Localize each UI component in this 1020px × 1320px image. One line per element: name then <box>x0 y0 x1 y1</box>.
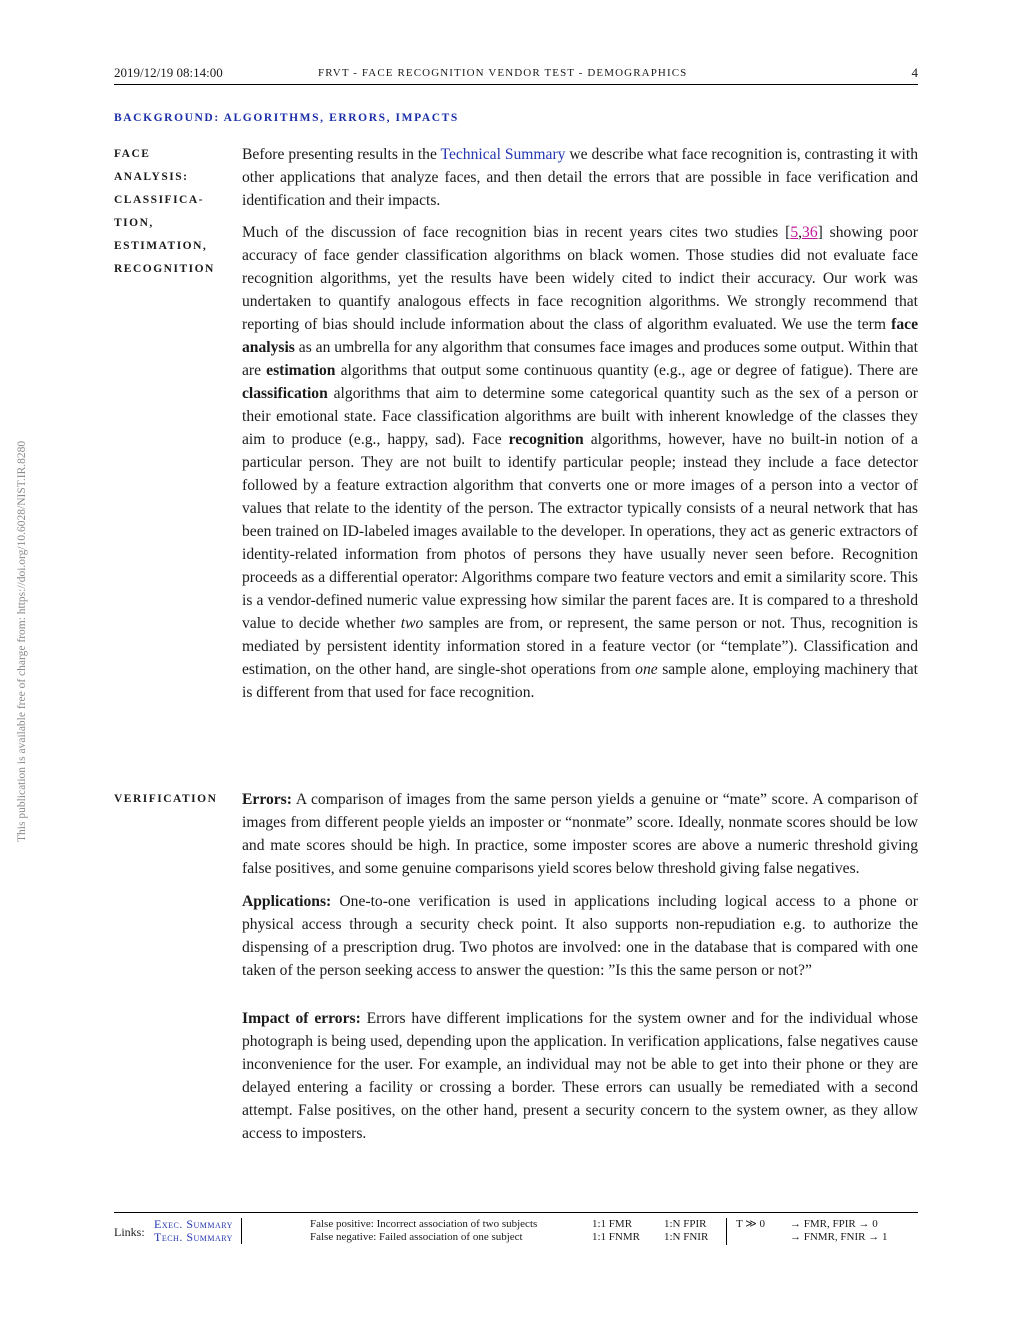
margin-label-line: FACE <box>114 148 151 160</box>
technical-summary-link[interactable]: Technical Summary <box>440 146 566 163</box>
limit-notes: → FMR, FPIR → 0 → FNMR, FNIR → 1 <box>790 1218 888 1243</box>
page-number: 4 <box>911 65 918 80</box>
false-positive-row: False positive: Incorrect association of two subjects 1:1 FMR 1:N FPIR <box>310 1218 707 1230</box>
footer-divider <box>726 1218 727 1245</box>
verification-body <box>242 788 918 1154</box>
verification-margin-label <box>114 788 234 811</box>
error-definitions <box>310 1218 730 1244</box>
face-analysis-paragraph: Much of the discussion of face recognition bias in recent years cites two studies [5,36] showing poor accuracy of face gender classification algorithms on black women. Those studies did not evaluate face recognition algorithms, yet the results have been widely cited to indict their accuracy. Our work was undertaken to quantify analogous effects in face recognition algorithms. We strongly recommend that reporting of bias should include information about the class of algorithm evaluated. We use the term face analysis as an umbrella for any algorithm that consumes face images and produces some output. Within that are estimation algorithms that output some continuous quantity (e.g., age or degree of fatigue). There are classification algorithms that aim to determine some categorical quantity such as the sex of a person or their emotional state. Face classification algorithms are built with inherent knowledge of the classes they aim to produce (e.g., happy, sad). Face recognition algorithms, however, have no built-in notion of a particular person. They are not built to identify particular people; instead they include a face detector followed by a feature extraction algorithm that converts one or more images of a person into a vector of values that relate to the identity of the person. The extractor typically consists of a neural network that has been trained on ID-labeled images available to the developer. In operations, they act as generic extractors of identity-related information from photos of persons they have usually never seen before. Recognition proceeds as a differential operator: Algorithms compare two feature vectors and emit a similarity score. This is a vendor-defined numeric value expressing how similar the parent faces are. It is compared to a threshold value to decide whether two samples are from, or represent, the same person or not. Thus, recognition is mediated by persistent identity information stored in a feature vector (or “template”). Classification and estimation, on the other hand, are single-shot operations from one sample alone, employing machinery that is different from that used for face recognition. <box>242 224 918 701</box>
margin-label-line: ESTIMATION, <box>114 240 208 252</box>
links-label: Links: <box>114 1225 145 1239</box>
false-negative-row: False negative: Failed association of one subject 1:1 FNMR 1:N FNIR <box>310 1231 709 1243</box>
errors-paragraph: Errors: A comparison of images from the same person yields a genuine or “mate” score. A comparison of images from different people yields an imposter or “nonmate” score. Ideally, nonmate scores should be low and mate scores should be high. In practice, some imposter scores are above a numeric threshold giving false positives, and some genuine comparisons yield scores below threshold giving false negatives. <box>242 791 918 877</box>
face-analysis-body <box>242 143 918 713</box>
impact-paragraph: Impact of errors: Errors have different implications for the system owner and for the individual whose photograph is being used, depending upon the application. In verification applications, false negatives cause inconvenience for the user. For example, an individual may not be able to get into their phone or they are delayed entering a facility or crossing a border. These errors can usually be remediated with a second attempt. False positives, on the other hand, present a security concern to the system owner, as they allow access to imposters. <box>242 1010 918 1142</box>
exec-summary-link[interactable]: Exec. Summary <box>154 1217 233 1231</box>
margin-label-line: VERIFICATION <box>114 793 218 805</box>
threshold-note: T ≫ 0 <box>736 1218 766 1230</box>
page-footer <box>114 1212 918 1249</box>
header-date: 2019/12/19 08:14:00 <box>114 65 223 80</box>
face-analysis-margin-label <box>114 143 234 281</box>
doi-side-note: This publication is available free of charge from: https://doi.org/10.6028/NIST.IR.8280 <box>16 440 28 842</box>
margin-label-line: CLASSIFICA- <box>114 194 204 206</box>
citation-link[interactable]: 36 <box>802 224 818 241</box>
citation-link[interactable]: 5 <box>790 224 799 241</box>
margin-label-line: TION, <box>114 217 154 229</box>
footer-links <box>154 1218 242 1244</box>
applications-paragraph: Applications: One-to-one verification is used in applications including logical access to a phone or physical access through a security check point. It also supports non-repudiation e.g. to authorize the dispensing of a prescription drug. Two photos are involved: one in the database that is compared with one taken of the person seeking access to answer the question: ”Is this the same person or not?” <box>242 893 918 979</box>
section-heading: BACKGROUND: ALGORITHMS, ERRORS, IMPACTS <box>114 112 459 124</box>
tech-summary-link[interactable]: Tech. Summary <box>154 1230 233 1244</box>
margin-label-line: ANALYSIS: <box>114 171 189 183</box>
margin-label-line: RECOGNITION <box>114 263 215 275</box>
page-header <box>114 64 918 85</box>
header-title: FRVT - FACE RECOGNITION VENDOR TEST - DEMOGRAPHICS <box>318 67 688 79</box>
intro-paragraph: Before presenting results in the Technical Summary we describe what face recognition is, contrasting it with other applications that analyze faces, and then detail the errors that are possible in face verification and identification and their impacts. <box>242 146 919 209</box>
